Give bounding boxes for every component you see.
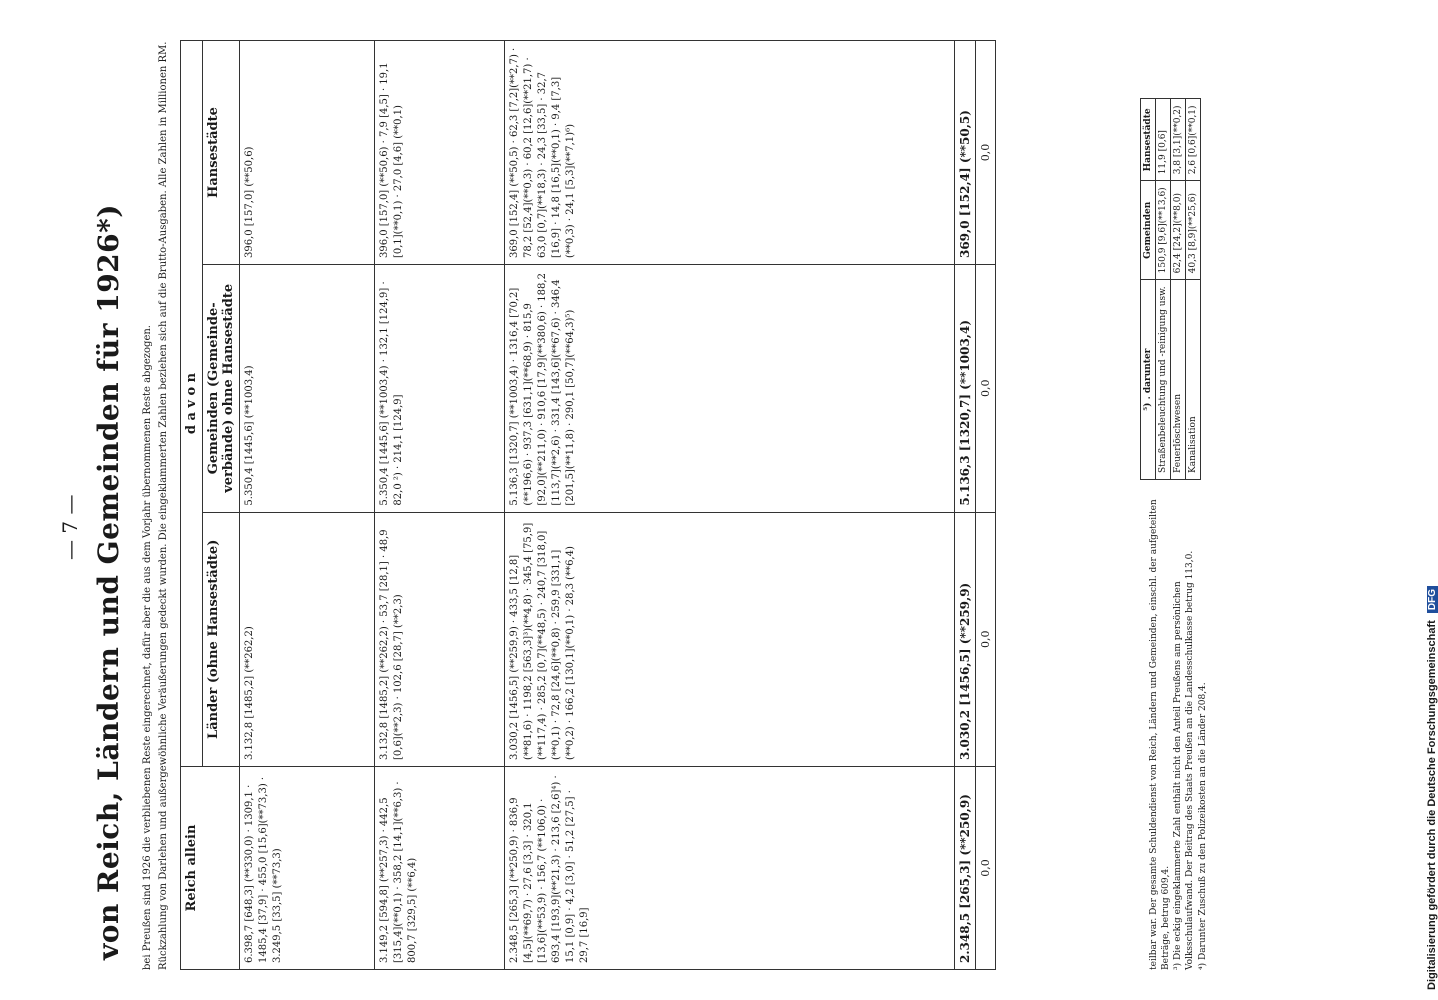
table-cell: 0,0: [976, 512, 996, 766]
budget-table: [180, 40, 996, 970]
footnote: teilbar war. Der gesamte Schuldendienst von Reich, Ländern und Gemeinden, einschl. der aufgeteilten Beträge, betrug 609,4.: [1149, 499, 1172, 970]
table-cell: 2.348,5 [265,3] (**250,9) · 836,9 [4,5](**69,7) · 27,6 [3,3] · 320,1 [13,6](**53,9) · 156,7 (**106,0) · 693,4 [193,9](**21,3) · 213,6 [2,6]⁴) · 15,1 [0,9] · 4,2 [3,0] · 51,2 [27,5] · 29,7 [16,9]: [505, 767, 955, 970]
table-cell: 369,0 [152,4] (**50,5) · 62,3 [7,2](**2,7) · 78,2 [52,4](**0,3) · 60,2 [12,6](**21,7) · 63,0 [0,7](**18,3) · 24,3 [33,5] · 32,7 [16,9] · 14,8 [16,5](**0,1) · 9,4 [7,3](**0,3) · 24,1 [5,3](**7,1)⁶): [505, 41, 955, 265]
table-cell: Kanalisation: [1186, 280, 1201, 480]
table-cell: 62,4 [24,2](**8,0): [1171, 181, 1186, 280]
table-cell: 40,3 [8,9](**25,6): [1186, 181, 1201, 280]
credit-text: Digitalisierung gefördert durch die Deutsche Forschungsgemeinschaft: [1426, 620, 1438, 990]
table-cell: 5.136,3 [1320,7] (**1003,4): [955, 265, 976, 513]
table-row: [955, 41, 976, 970]
col-header-laender: Länder (ohne Hansestädte): [203, 512, 240, 766]
table-row: [1186, 99, 1201, 480]
col-header: Gemeinden: [1141, 181, 1156, 280]
footnotes: [1148, 490, 1209, 970]
digitization-credit: [1410, 10, 1438, 990]
table-row: [976, 41, 996, 970]
table-cell: 3.030,2 [1456,5] (**259,9) · 433,5 [12,8](**81,6) · 1198,2 [563,3]³)(**4,8) · 345,4 [75,9](**117,4) · 285,2 [0,7](**48,5) · 240,7 [318,0](**0,1) · 72,8 [24,6](**0,8) · 259,9 [331,1](**0,2) · 166,2 [130,1](**0,1) · 28,3 (**6,4): [505, 512, 955, 766]
table-cell: 2.348,5 [265,3] (**250,9): [955, 767, 976, 970]
table-row: [1156, 99, 1171, 480]
dfg-logo: DFG: [1427, 586, 1438, 613]
table-row: [240, 41, 375, 970]
note-1: bei Preußen sind 1926 die verbliebenen Reste eingerechnet, dafür aber die aus dem Vorjahr übernommenen Reste abgezogen.: [142, 325, 153, 970]
table-cell: 11,9 [0,6]: [1156, 99, 1171, 181]
table-row: [505, 41, 955, 970]
footnote-table: [1140, 98, 1201, 480]
table-cell: 150,9 [9,6](**13,6): [1156, 181, 1171, 280]
table-cell: 5.136,3 [1320,7] (**1003,4) · 1316,4 [70,2](**196,6) · 937,3 [631,1](**68,9) · 815,9 [92,0](**211,0) · 910,6 [17,9](**380,6) · 188,2 [113,7](**2,6) · 331,4 [143,6](**67,6) · 346,4 [201,5](**11,8) · 290,1 [50,7](**64,3)⁵): [505, 265, 955, 513]
table-row: [375, 41, 505, 970]
table-cell: 3,8 [3,1](**0,2): [1171, 99, 1186, 181]
table-row: [1171, 99, 1186, 480]
page-title: von Reich, Ländern und Gemeinden für 1926*): [92, 203, 125, 960]
table-cell: 396,0 [157,0] (**50,6) · 7,9 [4,5] · 19,1 [0,1](**0,1) · 27,0 [4,6] (**0,1): [375, 41, 505, 265]
table-cell: 369,0 [152,4] (**50,5): [955, 41, 976, 265]
footnote: ³) Die eckig eingeklammerte Zahl enthält nicht den Anteil Preußens am persönlichen Volksschulaufwand. Der Beitrag des Staats Preußen an die Landesschulkasse betrug 113,0.: [1173, 550, 1196, 970]
table-cell: 3.149,2 [594,8] (**257,3) · 442,5 [315,4](**0,1) · 358,2 [14,1](**6,3) · 800,7 [329,5] (**6,4): [375, 767, 505, 970]
table-cell: 0,0: [976, 41, 996, 265]
col-header-hansestaedte: Hansestädte: [203, 41, 240, 265]
table-cell: 2,6 [0,6](**0,1): [1186, 99, 1201, 181]
table-cell: 3.132,8 [1485,2] (**262,2) · 53,7 [28,1] · 48,9 [0,6](**2,3) · 102,6 [28,7] (**2,3): [375, 512, 505, 766]
col-header: ⁵) . darunter: [1141, 280, 1156, 480]
table-cell: 3.030,2 [1456,5] (**259,9): [955, 512, 976, 766]
note-2: Rückzahlung von Darlehen und außergewöhnliche Veräußerungen gedeckt wurden. Die eingeklammerten Zahlen beziehen sich auf die Brutto-Ausgaben. Alle Zahlen in Millionen RM.: [158, 41, 169, 970]
table-cell: 3.132,8 [1485,2] (**262,2): [240, 512, 375, 766]
page-number: — 7 —: [58, 494, 82, 560]
col-header: Hansestädte: [1141, 99, 1156, 181]
col-header-reich: Reich allein: [181, 767, 240, 970]
table-cell: 5.350,4 [1445,6] (**1003,4) · 132,1 [124,9] · 82,0 ²) · 214,1 [124,9]: [375, 265, 505, 513]
table-cell: 0,0: [976, 767, 996, 970]
table-cell: 6.398,7 [648,3] (**330,0) · 1309,1 · 1485,4 [37,9] · 455,0 [15,6](**73,3) · 3.249,5 [33,5] (**73,3): [240, 767, 375, 970]
table-cell: 0,0: [976, 265, 996, 513]
davon-header: d a v o n: [181, 41, 203, 767]
table-cell: 5.350,4 [1445,6] (**1003,4): [240, 265, 375, 513]
footnote: ⁴) Darunter Zuschuß zu den Polizeikosten an die Länder 208,4.: [1197, 682, 1208, 970]
col-header-gemeinden: Gemeinden (Gemeinde-verbände) ohne Hansestädte: [203, 265, 240, 513]
table-cell: Straßenbeleuchtung und -reinigung usw.: [1156, 280, 1171, 480]
table-cell: Feuerlöschwesen: [1171, 280, 1186, 480]
table-cell: 396,0 [157,0] (**50,6): [240, 41, 375, 265]
